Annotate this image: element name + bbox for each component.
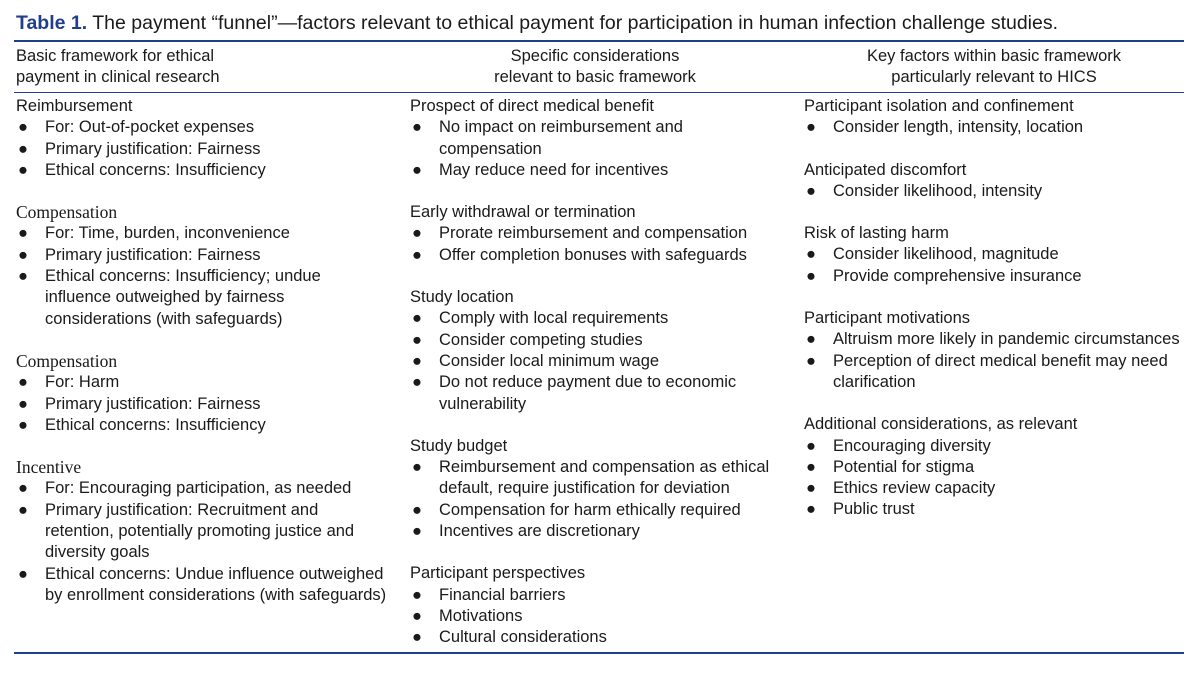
column-header-key-factors [804, 46, 1184, 88]
bullet-icon: ● [412, 160, 422, 179]
bullet-icon: ● [18, 118, 28, 137]
bullet-icon: ● [412, 628, 422, 647]
group-title: Reimbursement [16, 97, 133, 115]
bullet-list [16, 117, 388, 181]
list-item-text: Provide comprehensive insurance [833, 266, 1082, 285]
list-item-text: May reduce need for incentives [439, 160, 669, 179]
group-title: Participant motivations [804, 309, 970, 328]
list-item [16, 160, 388, 181]
bullet-list [410, 585, 790, 649]
list-item [16, 564, 388, 607]
list-item [804, 244, 1184, 265]
group-direct-benefit [410, 96, 790, 181]
column-header-line: payment in clinical research [16, 68, 220, 86]
list-item-text: Consider competing studies [439, 330, 643, 349]
list-item [804, 478, 1184, 499]
list-item [410, 160, 790, 181]
group-title: Participant perspectives [410, 564, 586, 583]
bullet-list [16, 372, 388, 436]
column-basic-framework [16, 96, 388, 627]
bullet-icon: ● [806, 351, 816, 370]
list-item-text: For: Harm [45, 373, 120, 392]
list-item-text: Public trust [833, 500, 915, 519]
list-item [804, 499, 1184, 520]
list-item [410, 585, 790, 606]
list-item [16, 245, 388, 266]
list-item [804, 436, 1184, 457]
list-item [804, 266, 1184, 287]
list-item [804, 351, 1184, 394]
list-item-text: Ethical concerns: Insufficiency [45, 415, 266, 434]
bullet-icon: ● [806, 479, 816, 498]
list-item [804, 181, 1184, 202]
bullet-icon: ● [412, 606, 422, 625]
list-item-text: Compensation for harm ethically required [439, 500, 741, 519]
bullet-icon: ● [412, 373, 422, 392]
group-title: Incentive [16, 457, 82, 478]
bullet-icon: ● [18, 245, 28, 264]
group-participant-perspectives [410, 563, 790, 648]
column-header-specific-considerations [410, 46, 780, 88]
list-item [410, 223, 790, 244]
group-discomfort [804, 160, 1184, 203]
group-title: Compensation [16, 350, 118, 371]
list-item [16, 394, 388, 415]
list-item-text: Consider length, intensity, location [833, 118, 1084, 137]
bullet-list [804, 244, 1184, 287]
bullet-icon: ● [806, 330, 816, 349]
bullet-icon: ● [806, 457, 816, 476]
list-item [16, 139, 388, 160]
list-item-text: Ethical concerns: Insufficiency; undue influence outweighed by fairness considerations (with safeguards) [45, 267, 321, 328]
list-item [410, 606, 790, 627]
bullet-icon: ● [18, 479, 28, 498]
bullet-icon: ● [18, 224, 28, 243]
group-early-withdrawal [410, 202, 790, 266]
list-item-text: Altruism more likely in pandemic circumstances [833, 330, 1180, 349]
list-item [16, 117, 388, 138]
bullet-list [16, 223, 388, 329]
bullet-list [804, 117, 1184, 138]
list-item [16, 500, 388, 564]
list-item [410, 330, 790, 351]
column-header-line: Key factors within basic framework [866, 47, 1121, 65]
table-header-rule [14, 92, 1184, 93]
list-item-text: Potential for stigma [833, 457, 975, 476]
bullet-icon: ● [412, 500, 422, 519]
bullet-icon: ● [412, 330, 422, 349]
bullet-icon: ● [412, 309, 422, 328]
bullet-icon: ● [412, 585, 422, 604]
table-label: Table 1. [16, 12, 88, 34]
list-item [16, 415, 388, 436]
list-item [16, 266, 388, 330]
list-item-text: Prorate reimbursement and compensation [439, 224, 748, 243]
list-item-text: Incentives are discretionary [439, 522, 640, 541]
bullet-icon: ● [18, 139, 28, 158]
bullet-list [410, 117, 790, 181]
bullet-icon: ● [806, 181, 816, 200]
list-item-text: Encouraging diversity [833, 436, 991, 455]
list-item-text: Consider likelihood, intensity [833, 181, 1043, 200]
column-header-line: relevant to basic framework [494, 68, 696, 86]
list-item [16, 372, 388, 393]
bullet-icon: ● [806, 245, 816, 264]
list-item-text: Perception of direct medical benefit may need clarification [833, 351, 1168, 391]
bullet-list [16, 478, 388, 606]
bullet-icon: ● [806, 266, 816, 285]
column-header-basic-framework [16, 46, 386, 88]
bullet-icon: ● [412, 118, 422, 137]
list-item [410, 308, 790, 329]
column-header-line: particularly relevant to HICS [891, 68, 1097, 86]
bullet-icon: ● [18, 160, 28, 179]
table-caption [16, 10, 1191, 36]
list-item-text: No impact on reimbursement and compensation [439, 118, 683, 158]
list-item [410, 117, 790, 160]
list-item [410, 500, 790, 521]
list-item-text: Cultural considerations [439, 628, 607, 647]
list-item [410, 351, 790, 372]
list-item-text: Ethical concerns: Undue influence outweighed by enrollment considerations (with safeguards) [45, 564, 387, 604]
bullet-icon: ● [412, 458, 422, 477]
table-top-rule [14, 40, 1184, 42]
list-item [410, 521, 790, 542]
bullet-icon: ● [806, 500, 816, 519]
list-item [804, 117, 1184, 138]
bullet-icon: ● [18, 373, 28, 392]
list-item-text: For: Out-of-pocket expenses [45, 118, 255, 137]
list-item-text: Motivations [439, 606, 523, 625]
group-title: Participant isolation and confinement [804, 97, 1074, 115]
group-isolation [804, 96, 1184, 139]
group-title: Risk of lasting harm [804, 224, 949, 243]
list-item [410, 245, 790, 266]
bullet-list [410, 308, 790, 414]
list-item [804, 457, 1184, 478]
bullet-list [410, 223, 790, 266]
group-study-budget [410, 436, 790, 542]
column-key-factors [804, 96, 1184, 542]
list-item-text: Primary justification: Fairness [45, 394, 261, 413]
column-header-line: Basic framework for ethical [16, 47, 215, 65]
group-title: Study location [410, 288, 514, 307]
group-incentive [16, 457, 388, 606]
bullet-icon: ● [18, 415, 28, 434]
group-title: Prospect of direct medical benefit [410, 97, 654, 115]
list-item-text: Primary justification: Fairness [45, 139, 261, 158]
group-title: Early withdrawal or termination [410, 203, 636, 222]
group-study-location [410, 287, 790, 415]
table-bottom-rule [14, 652, 1184, 654]
bullet-icon: ● [18, 500, 28, 519]
list-item-text: For: Encouraging participation, as needed [45, 479, 352, 498]
group-title: Anticipated discomfort [804, 160, 967, 179]
bullet-icon: ● [18, 394, 28, 413]
list-item-text: Ethical concerns: Insufficiency [45, 160, 266, 179]
column-header-line: Specific considerations [510, 47, 680, 65]
list-item-text: Offer completion bonuses with safeguards [439, 245, 747, 264]
bullet-list [804, 181, 1184, 202]
list-item [804, 329, 1184, 350]
group-lasting-harm [804, 223, 1184, 287]
list-item-text: Reimbursement and compensation as ethical default, require justification for deviation [439, 458, 770, 498]
list-item [16, 223, 388, 244]
group-compensation-harm [16, 351, 388, 436]
list-item-text: Ethics review capacity [833, 479, 996, 498]
group-reimbursement [16, 96, 388, 181]
table-caption-text: The payment “funnel”—factors relevant to ethical payment for participation in human infection challenge studies. [92, 12, 1059, 34]
bullet-icon: ● [412, 224, 422, 243]
column-specific-considerations [410, 96, 790, 670]
group-title: Compensation [16, 202, 118, 223]
list-item-text: Consider likelihood, magnitude [833, 245, 1059, 264]
list-item [410, 372, 790, 415]
bullet-icon: ● [806, 118, 816, 137]
group-additional [804, 414, 1184, 520]
bullet-icon: ● [412, 245, 422, 264]
bullet-list [804, 329, 1184, 393]
bullet-list [804, 436, 1184, 521]
bullet-icon: ● [18, 564, 28, 583]
list-item-text: For: Time, burden, inconvenience [45, 224, 290, 243]
list-item-text: Comply with local requirements [439, 309, 669, 328]
list-item [16, 478, 388, 499]
group-compensation-time [16, 202, 388, 330]
list-item-text: Primary justification: Fairness [45, 245, 261, 264]
list-item-text: Financial barriers [439, 585, 566, 604]
group-title: Additional considerations, as relevant [804, 415, 1078, 434]
list-item [410, 627, 790, 648]
list-item [410, 457, 790, 500]
group-motivations [804, 308, 1184, 393]
bullet-icon: ● [412, 522, 422, 541]
list-item-text: Consider local minimum wage [439, 351, 660, 370]
bullet-list [410, 457, 790, 542]
list-item-text: Do not reduce payment due to economic vulnerability [439, 373, 737, 413]
bullet-icon: ● [806, 436, 816, 455]
bullet-icon: ● [412, 351, 422, 370]
list-item-text: Primary justification: Recruitment and retention, potentially promoting justice and diversity goals [45, 500, 355, 562]
bullet-icon: ● [18, 267, 28, 286]
group-title: Study budget [410, 436, 508, 455]
